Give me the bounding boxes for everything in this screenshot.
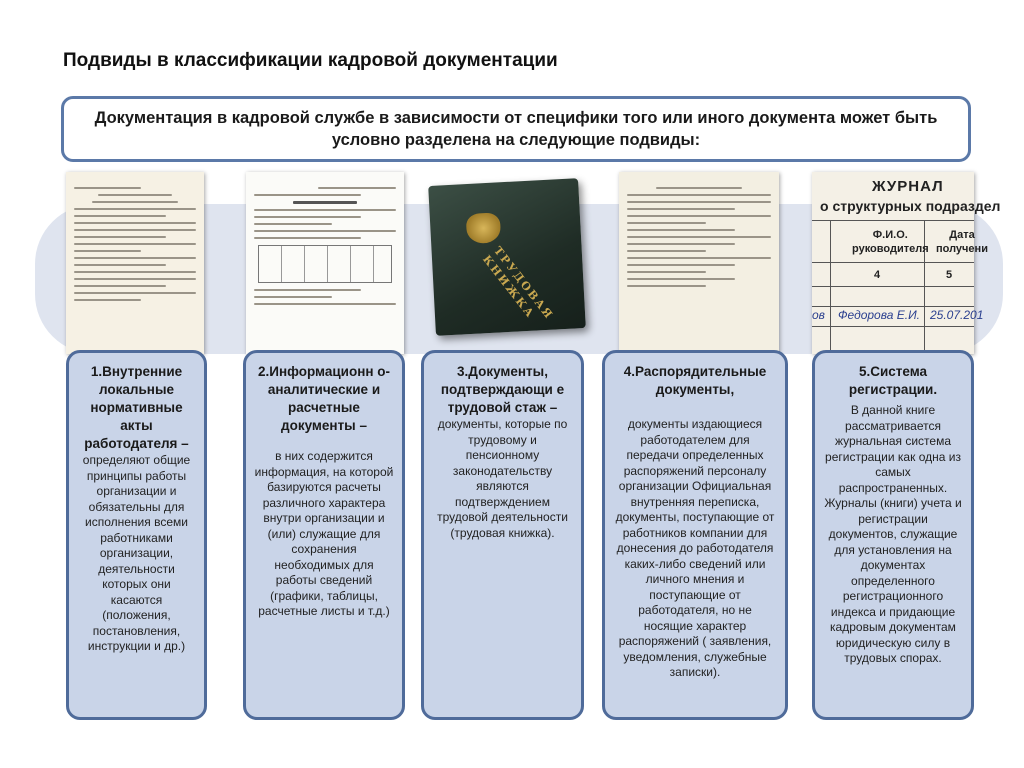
category-title: 2.Информационн о-аналитические и расчетные документы – bbox=[257, 364, 391, 433]
journal-entry-left: ов bbox=[812, 308, 825, 322]
category-title: 4.Распорядительные документы, bbox=[623, 364, 767, 397]
booklet-text: ТРУДОВАЯ КНИЖКА bbox=[480, 244, 556, 323]
journal-entry-name: Федорова Е.И. bbox=[838, 308, 920, 322]
category-box-5 bbox=[812, 350, 974, 720]
category-description: документы, которые по трудовому и пенсионному законодательству являются подтверждением трудовой деятельности (трудовая книжка). bbox=[437, 417, 568, 540]
category-description: в них содержится информация, на которой базируются расчеты различного характера внутри организации и (или) служащие для сохранения необходимых для работы сведений (графики, таблицы, расчетные листы и т.д.) bbox=[254, 449, 394, 618]
work-record-book-image bbox=[424, 172, 589, 354]
journal-num-4: 4 bbox=[874, 269, 881, 281]
order-document-image bbox=[619, 172, 779, 354]
category-title: 5.Система регистрации. bbox=[848, 364, 938, 397]
registration-journal-image bbox=[812, 172, 1001, 354]
regulation-document-image bbox=[66, 172, 204, 354]
category-description: документы издающиеся работодателем для передачи определенных распоряжений персоналу организации Официальная внутренняя переписка, документы, поступающие от работников компании для донесения до работодателя каких-либо сведений или личного мнения и поступающие от работодателя, но не носящие характер распоряжений ( заявления, уведомления, служебные записки). bbox=[615, 417, 775, 679]
category-box-3 bbox=[421, 350, 584, 720]
calculation-note-image bbox=[246, 172, 404, 354]
page-title: Подвиды в классификации кадровой документации bbox=[63, 50, 558, 71]
journal-col-date: Дата bbox=[949, 229, 975, 241]
intro-text: Документация в кадровой службе в зависимости от специфики того или иного документа может быть условно разделена на следующие подвиды: bbox=[94, 109, 938, 149]
category-description: В данной книге рассматривается журнальная система регистрации как одна из самых распространенных. Журналы (книги) учета и регистрации документов, служащие для установления на документах определенного регистрационного индекса и придающие кадровым документам юридическую силу в трудовых спорах. bbox=[824, 403, 962, 665]
journal-col-name-b: руководителя bbox=[852, 243, 929, 255]
journal-entry-date: 25.07.201 bbox=[930, 308, 984, 322]
journal-col-date-b: получени bbox=[936, 243, 988, 255]
category-description: определяют общие принципы работы организации и обязательны для исполнения всеми работниками организации, деятельности которых они касаются (положения, постановления, инструкции и др.) bbox=[82, 453, 191, 653]
category-box-4 bbox=[602, 350, 788, 720]
category-title: 3.Документы, подтверждающи е трудовой стаж – bbox=[440, 364, 565, 415]
booklet-cover bbox=[428, 178, 586, 336]
coat-of-arms-icon bbox=[466, 212, 502, 244]
category-box-1 bbox=[66, 350, 207, 720]
intro-box bbox=[61, 96, 971, 162]
category-title: 1.Внутренние локальные нормативные акты работодателя – bbox=[84, 364, 189, 451]
category-box-2 bbox=[243, 350, 405, 720]
journal-subtitle: о структурных подраздел bbox=[820, 198, 1001, 214]
journal-num-5: 5 bbox=[946, 269, 953, 281]
journal-col-name: Ф.И.О. bbox=[872, 229, 908, 241]
journal-title: ЖУРНАЛ bbox=[872, 178, 944, 195]
